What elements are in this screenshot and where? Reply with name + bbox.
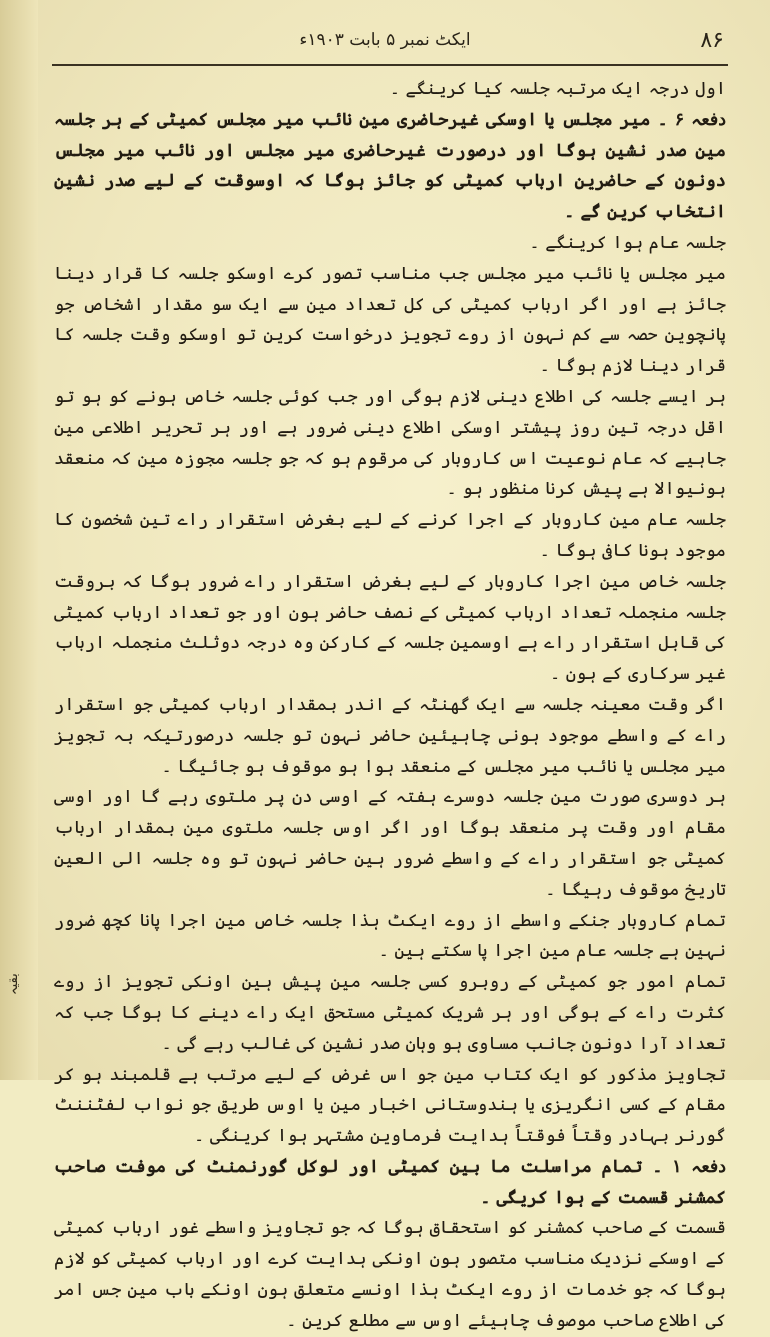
paragraph: میر مجلس یا نائب میر مجلس جب مناسب تصور کرے اوسکو جلسہ کا قرار دینا جائز ہے اور اگر ارباب کمیٹی کی کل تعداد مین سے ایک سو مقدار اشخاص جو پانچوین حصہ سے کم نہون از روے تجویز درخواست کرین تو اوسکو وقت جلسہ کا قرار دینا لازم ہوگا ۔ [54,263,726,377]
paragraph: ہر ایسے جلسہ کی اطلاع دینی لازم ہوگی اور جب کوئی جلسہ خاص ہونے کو ہو تو اقل درجہ تین روز پیشتر اوسکی اطلاع دینی ضرور ہے اور ہر تحریر اطلاعی مین جاہیے کہ عام نوعیت اس کاروبار کی مرقوم ہو کہ جو جلسہ مجوزہ مین کہ منعقد ہونیوالا ہے پیش کرنا منظور ہو ۔ [54,386,726,500]
paragraph: تمام کاروبار جنکے واسطے از روے ایکٹ ہذا جلسہ خاص مین اجرا پانا کچھ ضرور نہین ہے جلسہ عام مین اجرا پا سکتے ہین ۔ [54,910,726,962]
paragraph-section-1: دفعہ ۱ ۔ تمام مراسلت ما بین کمیٹی اور لوکل گورنمنٹ کی موفت صاحب کمشنر قسمت کے ہوا کریگی ۔ [54,1156,726,1208]
binding-shadow [0,0,38,1080]
margin-note: بقیہ [6,973,21,995]
paragraph: جلسہ خاص مین اجرا کاروبار کے لیے بغرض استقرار راے ضرور ہوگا کہ بروقت جلسہ منجملہ تعداد ارباب کمیٹی کے نصف حاضر ہون اور جو تعداد ارباب کمیٹی کی قابل استقرار راے ہے اوسمین جلسہ کے کارکن وہ درجہ دوثلث منجملہ ارباب غیر سرکاری کے ہون ۔ [54,571,726,685]
paragraph-section-6: دفعہ ۶ ۔ میر مجلس یا اوسکی غیرحاضری مین نائب میر مجلس کمیٹی کے ہر جلسہ مین صدر نشین ہوگا اور درصورت غیرحاضری میر مجلس اور نائب میر مجلس دونون کے حاضرین ارباب کمیٹی کو جائز ہوگا کہ اوسوقت کے لیے صدر نشین انتخاب کرین گے ۔ [54,109,726,223]
paragraph: اول درجہ ایک مرتبہ جلسہ کیا کرینگے ۔ [389,79,726,99]
paragraph: تمام امور جو کمیٹی کے روبرو کسی جلسہ مین پیش ہین اونکی تجویز از روے کثرت راے کے ہوگی اور ہر شریک کمیٹی مستحق ایک راے دینے کا ہوگا جب کہ تعداد آرا دونون جانب مساوی ہو وہان صدر نشین کی غالب رہے گی ۔ [54,972,726,1054]
page-number: ۸۶ [700,28,724,53]
document-body [54,74,726,1337]
paragraph: ہر دوسری صورت مین جلسہ دوسرے ہفتہ کے اوسی دن پر ملتوی رہے گا اور اوسی مقام اور وقت پر منعقد ہوگا اور اگر اوس جلسہ ملتوی مین بمقدار ارباب کمیٹی جو استقرار راے کے واسطے ضرور ہین حاضر نہون تو وہ جلسہ الی العین تاریخ موقوف رہیگا ۔ [54,787,726,900]
paragraph: جلسہ عام ہوا کرینگے ۔ [529,232,726,253]
paragraph: قسمت کے صاحب کمشنر کو استحقاق ہوگا کہ جو تجاویز واسطے غور ارباب کمیٹی کے اوسکے نزدیک مناسب متصور ہون اونکی ہدایت کرے اور ارباب کمیٹی کو لازم ہوگا کہ جو خدمات از روے ایکٹ ہذا اونسے متعلق ہون اونکے باب مین جس امر کی اطلاع صاحب موصوف چاہیئے اوس سے مطلع کرین ۔ [54,1218,726,1331]
paragraph: اگر وقت معینہ جلسہ سے ایک گھنٹہ کے اندر بمقدار ارباب کمیٹی جو استقرار راے کے واسطے موجود ہونی چاہیئین حاضر نہون تو جلسہ درصورتیکہ بہ تجویز میر مجلس یا نائب میر مجلس کے منعقد ہوا ہو موقوف ہو جائیگا ۔ [54,694,726,777]
paragraph: تجاویز مذکور کو ایک کتاب مین جو اس غرض کے لیے مرتب ہے قلمبند ہو کر مقام کے کسی انگریزی یا ہندوستانی اخبار مین یا اوس طریق جو نواب لفٹننٹ گورنر بہادر وقتاً فوقتاً ہدایت فرماوین مشتہر ہوا کرینگی ۔ [54,1064,726,1147]
header-rule [52,64,728,66]
running-header: ایکٹ نمبر ۵ بابت ۱۹۰۳ء [299,30,471,50]
paragraph: جلسہ عام مین کاروبار کے اجرا کرنے کے لیے بغرض استقرار راے تین شخصون کا موجود ہونا کافی ہوگا ۔ [54,510,726,561]
